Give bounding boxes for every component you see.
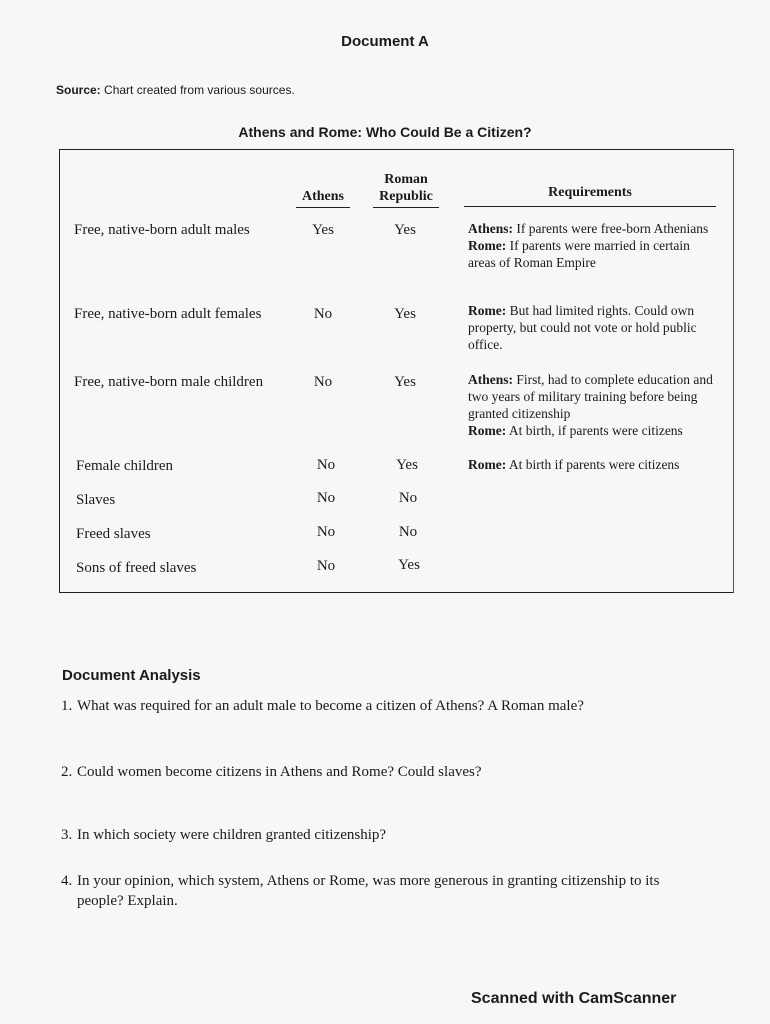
requirements-adult-males [468,220,720,271]
question-3: 3. In which society were children granted citizenship? [61,827,387,843]
question-2: 2. Could women become citizens in Athens and Rome? Could slaves? [61,764,482,780]
cell-rome-male-children: Yes [394,374,416,390]
requirements-male-children [468,371,720,439]
column-header-roman-republic [373,171,439,208]
analysis-heading: Document Analysis [62,667,201,684]
row-label-adult-males: Free, native-born adult males [74,222,250,238]
requirement-line: Rome: But had limited rights. Could own property, but could not vote or hold public office. [468,303,697,352]
cell-rome-freed-slaves: No [398,524,418,540]
cell-athens-sons-of-freed-slaves: No [316,558,336,574]
question-4: 4. In your opinion, which system, Athens or Rome, was more generous in granting citizenship to its people? Explain. [61,873,660,909]
row-label-male-children: Free, native-born male children [74,374,264,390]
cell-athens-adult-males: Yes [312,222,334,238]
row-label-slaves: Slaves [76,492,116,508]
source-line [56,83,295,97]
cell-athens-slaves: No [316,490,336,506]
source-text: Chart created from various sources. [104,83,295,97]
table-title: Athens and Rome: Who Could Be a Citizen? [238,124,532,140]
requirements-female-children [468,456,720,473]
requirement-line: Rome: At birth if parents were citizens [468,457,680,472]
column-header-republic: Republic [379,189,433,204]
column-header-athens: Athens [296,189,350,208]
column-header-roman: Roman [384,172,428,187]
cell-athens-freed-slaves: No [316,524,336,540]
cell-athens-male-children: No [313,374,333,390]
requirement-line: Athens: If parents were free-born Athenians [468,221,709,236]
row-label-adult-females: Free, native-born adult females [74,306,262,322]
cell-athens-adult-females: No [313,306,333,322]
row-label-female-children: Female children [76,458,174,474]
row-label-freed-slaves: Freed slaves [76,526,151,542]
camscanner-watermark: Scanned with CamScanner [471,990,677,1007]
requirement-line: Rome: If parents were married in certain areas of Roman Empire [468,238,690,270]
cell-rome-adult-males: Yes [394,222,416,238]
column-header-requirements: Requirements [464,185,716,207]
question-1: 1. What was required for an adult male to become a citizen of Athens? A Roman male? [61,698,584,714]
cell-rome-sons-of-freed-slaves: Yes [398,557,420,573]
requirement-line: Athens: First, had to complete education and two years of military training before being granted citizenship [468,372,713,421]
document-heading: Document A [341,33,429,50]
cell-rome-slaves: No [398,490,418,506]
requirement-line: Rome: At birth, if parents were citizens [468,423,683,438]
requirements-adult-females [468,302,720,353]
row-label-sons-of-freed-slaves: Sons of freed slaves [76,560,197,576]
source-label: Source: [56,83,101,97]
cell-rome-female-children: Yes [396,457,418,473]
cell-rome-adult-females: Yes [394,306,416,322]
cell-athens-female-children: No [316,457,336,473]
